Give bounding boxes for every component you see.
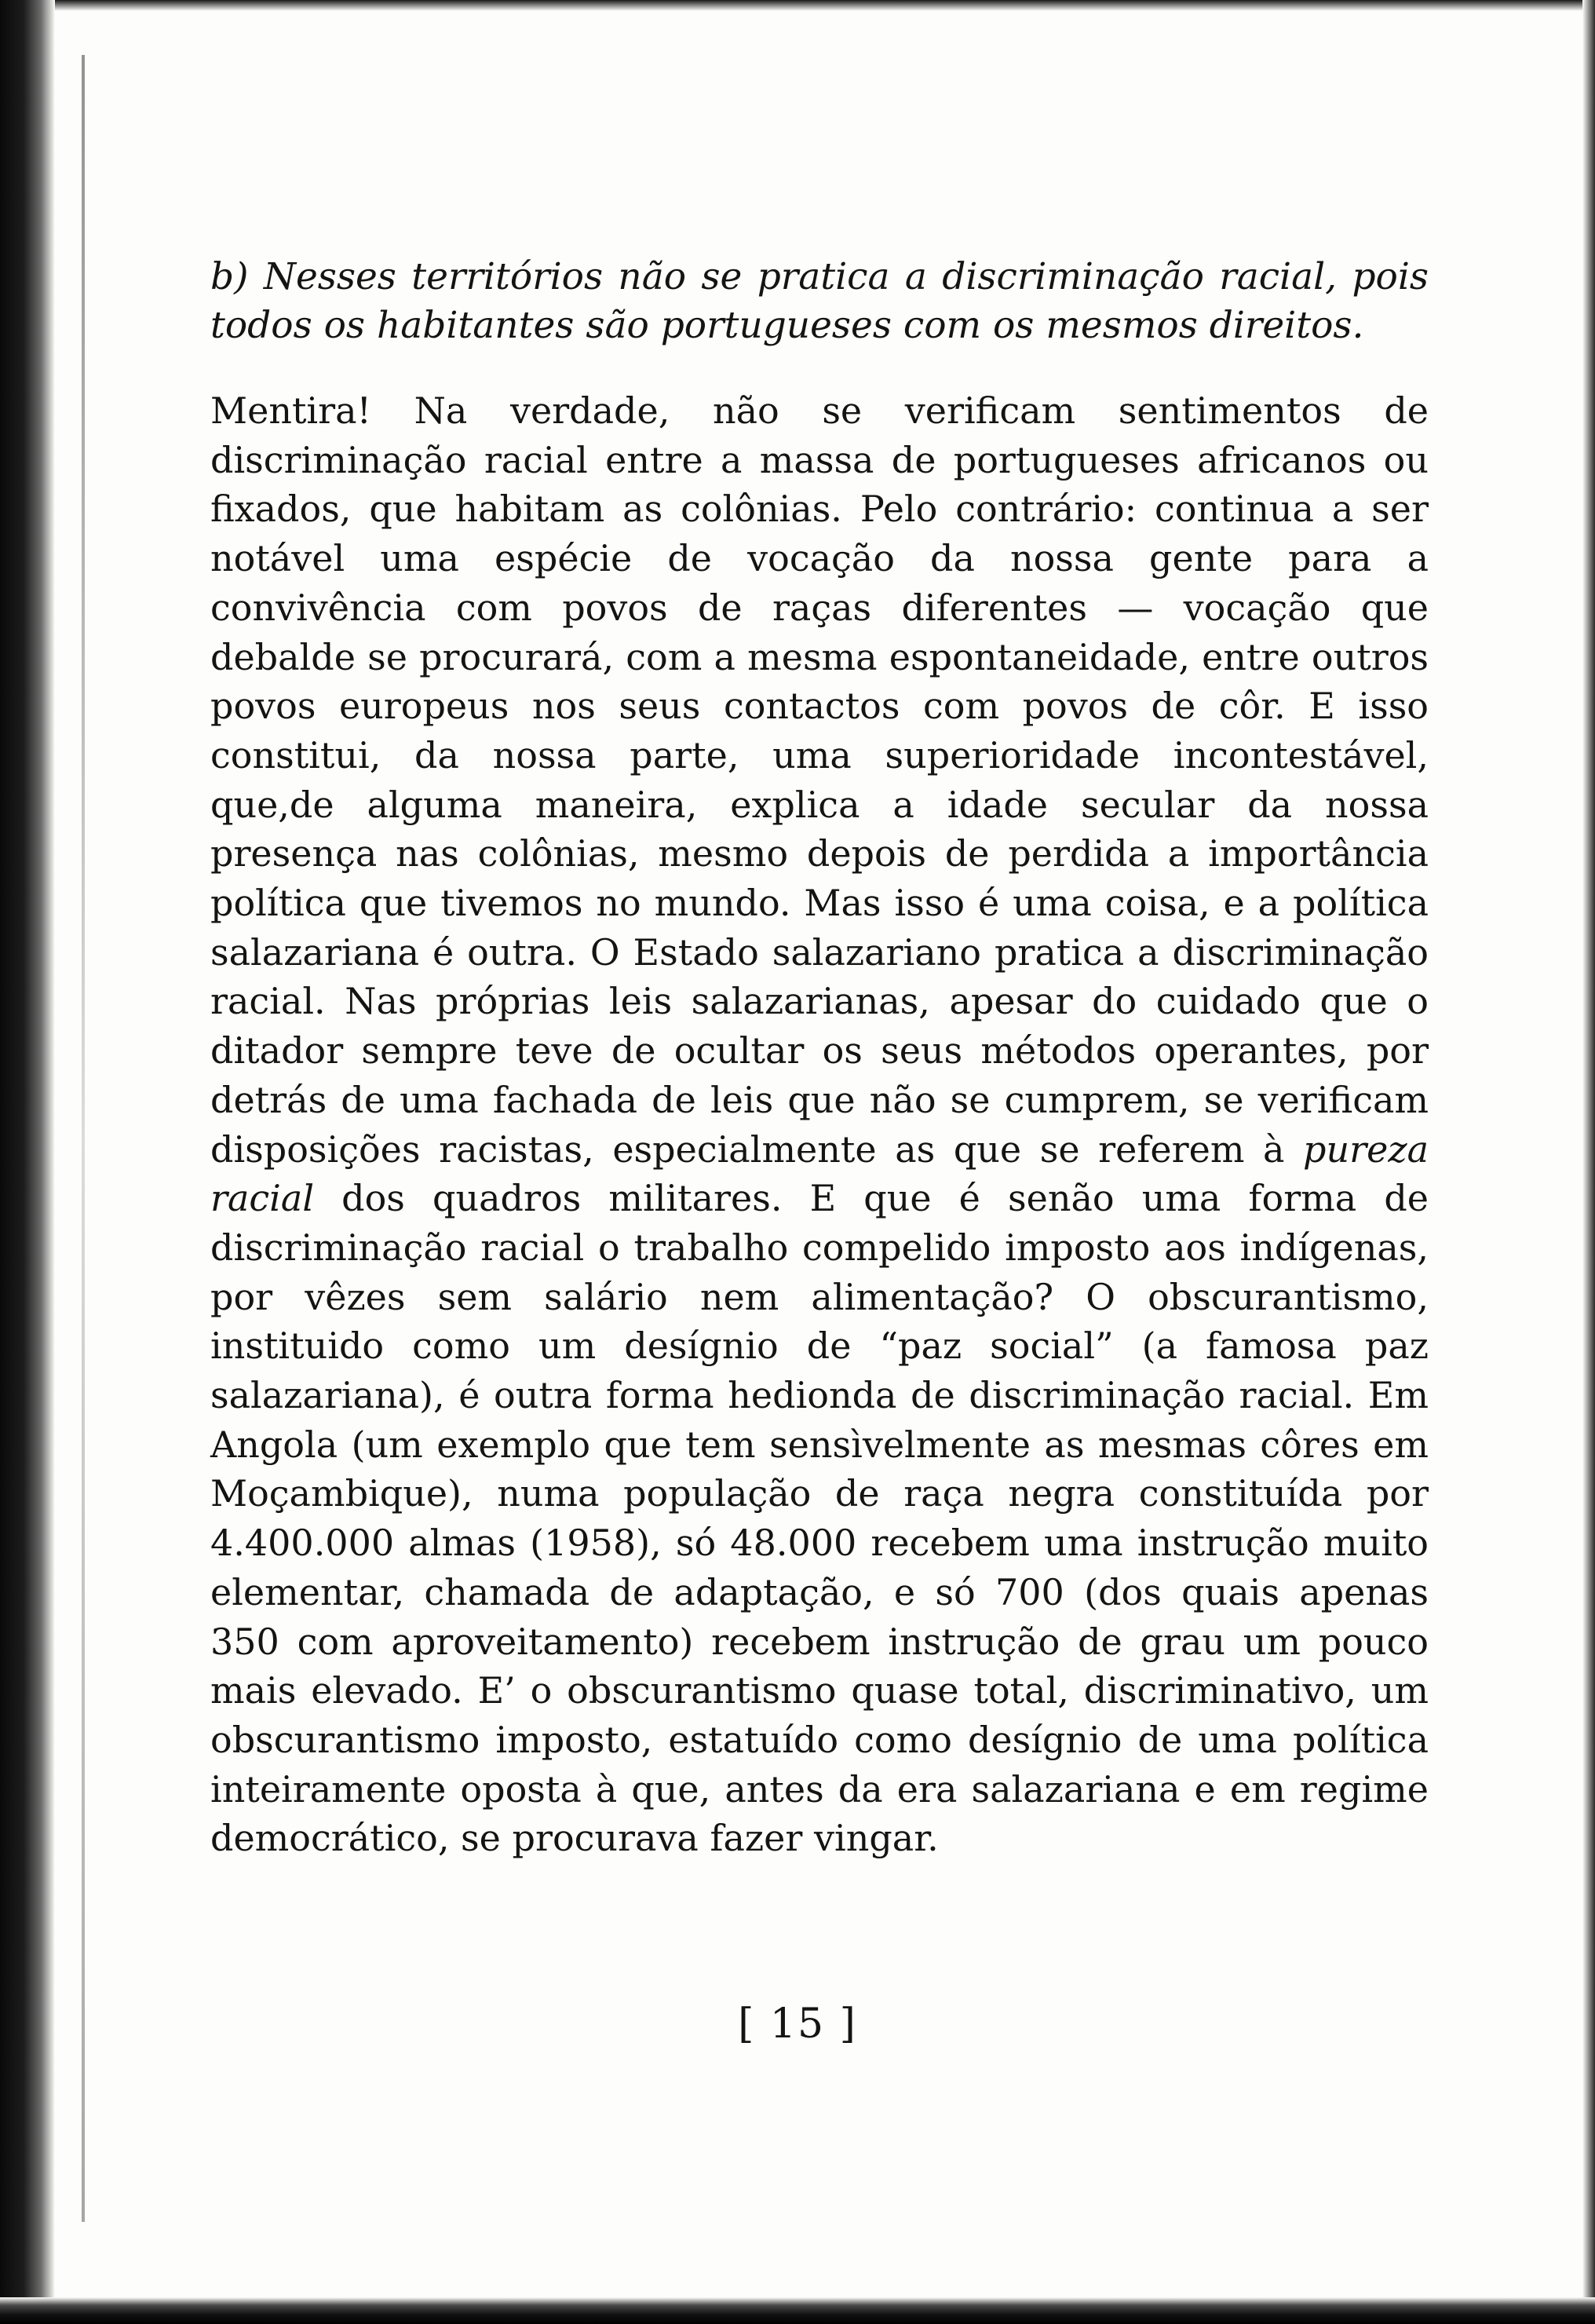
page-body — [210, 253, 1429, 1863]
intro-label: b) — [210, 255, 249, 298]
scan-bottom-edge — [0, 2297, 1595, 2324]
page-number: [ 15 ] — [738, 2001, 857, 2048]
intro-paragraph — [210, 253, 1429, 350]
scan-right-edge — [1582, 0, 1595, 2324]
scan-top-edge — [0, 0, 1595, 11]
body-emphasis: pureza racial — [210, 1127, 1429, 1220]
scan-left-edge — [0, 0, 55, 2324]
body-paragraph — [210, 386, 1429, 1863]
scan-spine-shadow — [82, 55, 85, 2222]
intro-text: Nesses territórios não se pratica a discriminação racial, pois todos os habitantes são portugueses com os mesmos direitos. — [210, 255, 1429, 347]
body-text-part2: dos quadros militares. E que é senão uma forma de discriminação racial o trabalho compelido imposto aos indígenas, por vêzes sem salário nem alimentação? O obscurantismo, instituido como um desígnio de “paz social” (a famosa paz salazariana), é outra forma hedionda de discriminação racial. Em Angola (um exemplo que tem sensìvelmente as mesmas côres em Moçambique), numa população de raça negra constituída por 4.400.000 almas (1958), só 48.000 recebem uma instrução muito elementar, chamada de adaptação, e só 700 (dos quais apenas 350 com aproveitamento) recebem instrução de grau um pouco mais elevado. E’ o obscurantismo quase total, discriminativo, um obscurantismo imposto, estatuído como desígnio de uma política inteiramente oposta à que, antes da era salazariana e em regime democrático, se procurava fazer vingar. — [210, 1177, 1429, 1860]
body-text-part1: Mentira! Na verdade, não se verificam sentimentos de discriminação racial entre a massa de portugueses africanos ou fixados, que habitam as colônias. Pelo contrário: continua a ser notável uma espécie de vocação da nossa gente para a convivência com povos de raças diferentes — vocação que debalde se procurará, com a mesma espontaneidade, entre outros povos europeus nos seus contactos com povos de côr. E isso constitui, da nossa parte, uma superioridade incontestável, que,de alguma maneira, explica a idade secular da nossa presença nas colônias, mesmo depois de perdida a importância política que tivemos no mundo. Mas isso é uma coisa, e a política salazariana é outra. O Estado salazariano pratica a discriminação racial. Nas próprias leis salazarianas, apesar do cuidado que o ditador sempre teve de ocultar os seus métodos operantes, por detrás de uma fachada de leis que não se cumprem, se verificam disposições racistas, especialmente as que se referem à — [210, 389, 1429, 1171]
